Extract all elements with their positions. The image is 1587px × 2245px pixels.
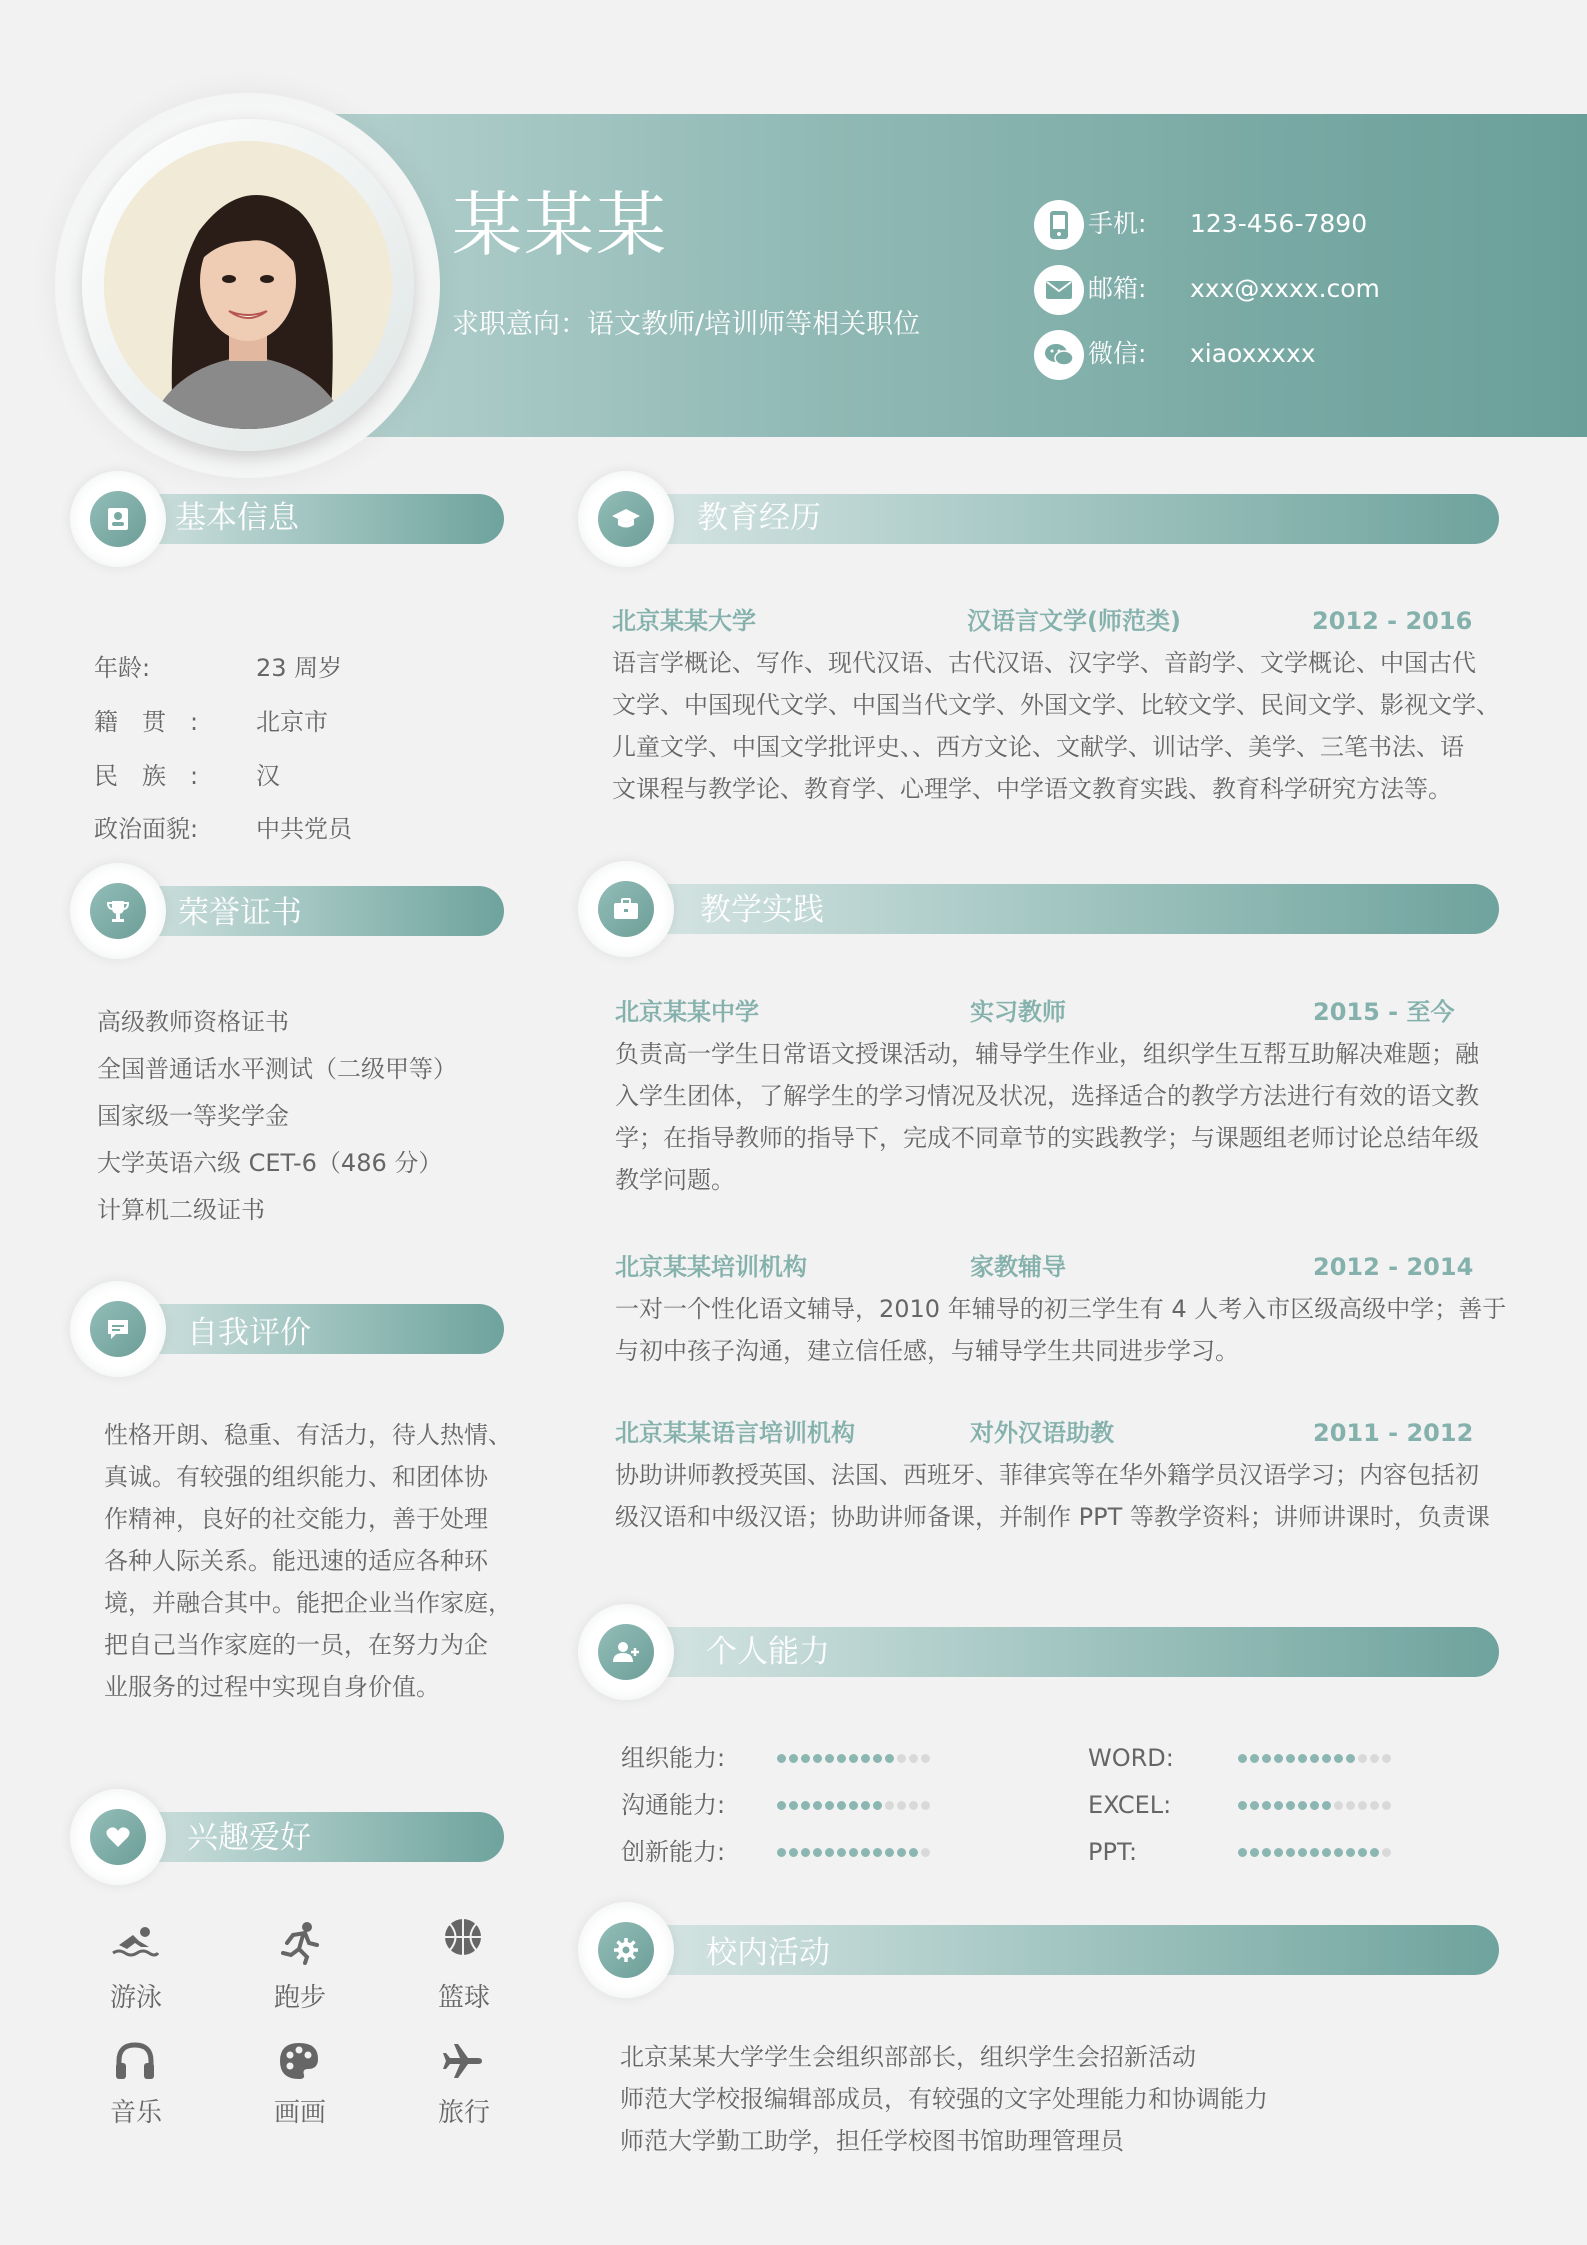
self-eval-line: 作精神，良好的社交能力，善于处理 bbox=[104, 1505, 488, 1533]
rating-dot bbox=[885, 1801, 894, 1810]
rating-dot bbox=[789, 1754, 798, 1763]
rating-dot bbox=[1382, 1754, 1391, 1763]
rating-dot bbox=[1382, 1848, 1391, 1857]
practice-line: 与初中孩子沟通，建立信任感，与辅导学生共同进步学习。 bbox=[615, 1337, 1239, 1365]
rating-dot bbox=[1298, 1848, 1307, 1857]
skill-rating bbox=[777, 1788, 930, 1822]
rating-dot bbox=[825, 1848, 834, 1857]
activity-item: 师范大学勤工助学，担任学校图书馆助理管理员 bbox=[620, 2127, 1124, 2155]
rating-dot bbox=[1286, 1801, 1295, 1810]
rating-dot bbox=[789, 1848, 798, 1857]
hometown-value: 北京市 bbox=[256, 708, 328, 736]
header-banner bbox=[335, 114, 1587, 437]
rating-dot bbox=[873, 1754, 882, 1763]
rating-dot bbox=[1298, 1801, 1307, 1810]
rating-dot bbox=[801, 1848, 810, 1857]
rating-dot bbox=[1370, 1848, 1379, 1857]
rating-dot bbox=[873, 1848, 882, 1857]
rating-dot bbox=[837, 1754, 846, 1763]
skill-rating bbox=[1238, 1741, 1391, 1775]
activity-item: 师范大学校报编辑部成员，有较强的文字处理能力和协调能力 bbox=[620, 2085, 1268, 2113]
ethnicity-label: 民 族 : bbox=[94, 762, 199, 790]
skill-label: WORD: bbox=[1088, 1744, 1174, 1772]
palette-icon bbox=[272, 2034, 326, 2088]
rating-dot bbox=[801, 1754, 810, 1763]
practice-title: 教学实践 bbox=[700, 892, 824, 928]
practice-org: 北京某某语言培训机构 bbox=[615, 1419, 855, 1447]
rating-dot bbox=[789, 1801, 798, 1810]
rating-dot bbox=[921, 1801, 930, 1810]
rating-dot bbox=[861, 1848, 870, 1857]
rating-dot bbox=[1334, 1848, 1343, 1857]
skill-label: PPT: bbox=[1088, 1838, 1138, 1866]
rating-dot bbox=[837, 1801, 846, 1810]
rating-dot bbox=[801, 1801, 810, 1810]
skill-rating bbox=[777, 1835, 930, 1869]
rating-dot bbox=[1262, 1801, 1271, 1810]
rating-dot bbox=[861, 1801, 870, 1810]
swimming-icon bbox=[108, 1916, 162, 1970]
skill-rating bbox=[1238, 1835, 1391, 1869]
rating-dot bbox=[1250, 1801, 1259, 1810]
basketball-icon bbox=[436, 1910, 490, 1964]
practice-line: 级汉语和中级汉语；协助讲师备课，并制作 PPT 等教学资料；讲师讲课时，负责课 bbox=[615, 1503, 1490, 1531]
rating-dot bbox=[1322, 1754, 1331, 1763]
politics-label: 政治面貌: bbox=[94, 815, 199, 843]
wechat-icon bbox=[1034, 330, 1084, 380]
rating-dot bbox=[849, 1848, 858, 1857]
rating-dot bbox=[885, 1754, 894, 1763]
running-icon bbox=[272, 1916, 326, 1970]
applicant-name: 某某某 bbox=[452, 184, 668, 266]
mail-value: xxx@xxxx.com bbox=[1190, 274, 1380, 303]
rating-dot bbox=[1358, 1754, 1367, 1763]
rating-dot bbox=[1346, 1801, 1355, 1810]
self-eval-line: 性格开朗、稳重、有活力，待人热情、 bbox=[104, 1421, 512, 1449]
gear-icon bbox=[598, 1922, 654, 1978]
rating-dot bbox=[1250, 1848, 1259, 1857]
rating-dot bbox=[1238, 1848, 1247, 1857]
rating-dot bbox=[1238, 1801, 1247, 1810]
activity-item: 北京某某大学学生会组织部部长，组织学生会招新活动 bbox=[620, 2043, 1196, 2071]
rating-dot bbox=[1274, 1848, 1283, 1857]
rating-dot bbox=[813, 1801, 822, 1810]
honor-item: 国家级一等奖学金 bbox=[97, 1102, 289, 1130]
rating-dot bbox=[1286, 1754, 1295, 1763]
rating-dot bbox=[1322, 1848, 1331, 1857]
rating-dot bbox=[849, 1801, 858, 1810]
rating-dot bbox=[897, 1848, 906, 1857]
practice-period: 2011 - 2012 bbox=[1313, 1419, 1474, 1447]
rating-dot bbox=[1310, 1754, 1319, 1763]
honors-title: 荣誉证书 bbox=[178, 895, 302, 931]
practice-line: 教学问题。 bbox=[615, 1166, 735, 1194]
practice-line: 一对一个性化语文辅导，2010 年辅导的初三学生有 4 人考入市区级高级中学；善于 bbox=[615, 1295, 1507, 1323]
rating-dot bbox=[1334, 1754, 1343, 1763]
airplane-icon bbox=[436, 2034, 490, 2088]
skill-label: 组织能力: bbox=[621, 1744, 726, 1772]
graduation-cap-icon bbox=[598, 491, 654, 547]
rating-dot bbox=[813, 1848, 822, 1857]
rating-dot bbox=[1334, 1801, 1343, 1810]
rating-dot bbox=[861, 1754, 870, 1763]
rating-dot bbox=[1382, 1801, 1391, 1810]
self-eval-line: 各种人际关系。能迅速的适应各种环 bbox=[104, 1547, 488, 1575]
ethnicity-value: 汉 bbox=[256, 762, 280, 790]
portrait-icon bbox=[104, 141, 392, 429]
honor-item: 大学英语六级 CET-6（486 分） bbox=[97, 1149, 443, 1177]
practice-role: 实习教师 bbox=[970, 998, 1066, 1026]
practice-line: 负责高一学生日常语文授课活动，辅导学生作业，组织学生互帮互助解决难题；融 bbox=[615, 1040, 1479, 1068]
age-label: 年龄: bbox=[94, 654, 151, 682]
self-eval-title: 自我评价 bbox=[187, 1315, 311, 1351]
politics-value: 中共党员 bbox=[256, 815, 352, 843]
rating-dot bbox=[813, 1754, 822, 1763]
rating-dot bbox=[909, 1848, 918, 1857]
rating-dot bbox=[909, 1754, 918, 1763]
practice-role: 家教辅导 bbox=[970, 1253, 1066, 1281]
rating-dot bbox=[1262, 1848, 1271, 1857]
rating-dot bbox=[1250, 1754, 1259, 1763]
self-eval-line: 真诚。有较强的组织能力、和团体协 bbox=[104, 1463, 488, 1491]
heart-icon bbox=[90, 1809, 146, 1865]
self-eval-line: 境，并融合其中。能把企业当作家庭， bbox=[104, 1589, 512, 1617]
rating-dot bbox=[1370, 1801, 1379, 1810]
education-course-line: 文课程与教学论、教育学、心理学、中学语文教育实践、教育科学研究方法等。 bbox=[612, 775, 1452, 803]
hobby-label: 篮球 bbox=[437, 1983, 490, 2013]
practice-period: 2012 - 2014 bbox=[1313, 1253, 1474, 1281]
profile-photo bbox=[104, 141, 392, 429]
education-course-line: 文学、中国现代文学、中国当代文学、外国文学、比较文学、民间文学、影视文学、 bbox=[612, 691, 1500, 719]
rating-dot bbox=[897, 1754, 906, 1763]
rating-dot bbox=[825, 1754, 834, 1763]
basic-info-title: 基本信息 bbox=[175, 500, 299, 536]
rating-dot bbox=[1358, 1848, 1367, 1857]
add-user-icon bbox=[598, 1624, 654, 1680]
job-intention: 求职意向：语文教师/培训师等相关职位 bbox=[452, 309, 921, 340]
education-major: 汉语言文学(师范类) bbox=[967, 607, 1181, 635]
rating-dot bbox=[1346, 1754, 1355, 1763]
rating-dot bbox=[885, 1848, 894, 1857]
education-course-line: 语言学概论、写作、现代汉语、古代汉语、汉字学、音韵学、文学概论、中国古代 bbox=[612, 649, 1476, 677]
rating-dot bbox=[1370, 1754, 1379, 1763]
honor-item: 高级教师资格证书 bbox=[97, 1008, 289, 1036]
rating-dot bbox=[897, 1801, 906, 1810]
rating-dot bbox=[1298, 1754, 1307, 1763]
contact-card-icon bbox=[90, 491, 146, 547]
rating-dot bbox=[921, 1754, 930, 1763]
hobbies-title: 兴趣爱好 bbox=[187, 1820, 311, 1856]
rating-dot bbox=[777, 1754, 786, 1763]
rating-dot bbox=[1358, 1801, 1367, 1810]
hobby-label: 旅行 bbox=[437, 2098, 490, 2128]
rating-dot bbox=[1346, 1848, 1355, 1857]
practice-org: 北京某某中学 bbox=[615, 998, 759, 1026]
education-period: 2012 - 2016 bbox=[1312, 607, 1473, 635]
rating-dot bbox=[1274, 1801, 1283, 1810]
headphones-icon bbox=[108, 2034, 162, 2088]
hobby-label: 音乐 bbox=[109, 2098, 162, 2128]
honor-item: 全国普通话水平测试（二级甲等） bbox=[97, 1055, 457, 1083]
rating-dot bbox=[1286, 1848, 1295, 1857]
phone-icon bbox=[1034, 200, 1084, 250]
practice-period: 2015 - 至今 bbox=[1313, 998, 1455, 1026]
rating-dot bbox=[1262, 1754, 1271, 1763]
honor-item: 计算机二级证书 bbox=[97, 1196, 265, 1224]
rating-dot bbox=[873, 1801, 882, 1810]
practice-role: 对外汉语助教 bbox=[970, 1419, 1114, 1447]
skills-title: 个人能力 bbox=[706, 1634, 830, 1670]
rating-dot bbox=[1238, 1754, 1247, 1763]
rating-dot bbox=[1274, 1754, 1283, 1763]
phone-label: 手机: bbox=[1088, 209, 1147, 238]
practice-org: 北京某某培训机构 bbox=[615, 1253, 807, 1281]
rating-dot bbox=[777, 1801, 786, 1810]
rating-dot bbox=[777, 1848, 786, 1857]
practice-line: 学；在指导教师的指导下，完成不同章节的实践教学；与课题组老师讨论总结年级 bbox=[615, 1124, 1479, 1152]
hometown-label: 籍 贯 : bbox=[94, 708, 199, 736]
rating-dot bbox=[1310, 1848, 1319, 1857]
skill-label: 创新能力: bbox=[621, 1838, 726, 1866]
skill-label: 沟通能力: bbox=[621, 1791, 726, 1819]
phone-value: 123-456-7890 bbox=[1190, 209, 1368, 238]
wechat-value: xiaoxxxxx bbox=[1190, 339, 1316, 368]
practice-line: 协助讲师教授英国、法国、西班牙、菲律宾等在华外籍学员汉语学习；内容包括初 bbox=[615, 1461, 1479, 1489]
briefcase-icon bbox=[598, 881, 654, 937]
skill-rating bbox=[777, 1741, 930, 1775]
trophy-icon bbox=[90, 883, 146, 939]
hobby-label: 游泳 bbox=[109, 1983, 162, 2013]
skill-rating bbox=[1238, 1788, 1391, 1822]
mail-label: 邮箱: bbox=[1088, 274, 1147, 303]
hobby-label: 画画 bbox=[273, 2098, 326, 2128]
wechat-label: 微信: bbox=[1088, 339, 1147, 368]
rating-dot bbox=[849, 1754, 858, 1763]
self-eval-line: 把自己当作家庭的一员，在努力为企 bbox=[104, 1631, 488, 1659]
comment-icon bbox=[90, 1301, 146, 1357]
self-eval-line: 业服务的过程中实现自身价值。 bbox=[104, 1673, 440, 1701]
education-title: 教育经历 bbox=[697, 500, 821, 536]
rating-dot bbox=[909, 1801, 918, 1810]
rating-dot bbox=[825, 1801, 834, 1810]
skill-label: EXCEL: bbox=[1088, 1791, 1172, 1819]
rating-dot bbox=[1322, 1801, 1331, 1810]
rating-dot bbox=[837, 1848, 846, 1857]
age-value: 23 周岁 bbox=[256, 654, 343, 682]
rating-dot bbox=[1310, 1801, 1319, 1810]
activities-title: 校内活动 bbox=[706, 1935, 830, 1971]
mail-icon bbox=[1034, 265, 1084, 315]
practice-line: 入学生团体，了解学生的学习情况及状况，选择适合的教学方法进行有效的语文教 bbox=[615, 1082, 1479, 1110]
hobby-label: 跑步 bbox=[273, 1983, 326, 2013]
rating-dot bbox=[921, 1848, 930, 1857]
education-course-line: 儿童文学、中国文学批评史、、西方文论、文献学、训诂学、美学、三笔书法、语 bbox=[612, 733, 1464, 761]
education-school: 北京某某大学 bbox=[612, 607, 756, 635]
